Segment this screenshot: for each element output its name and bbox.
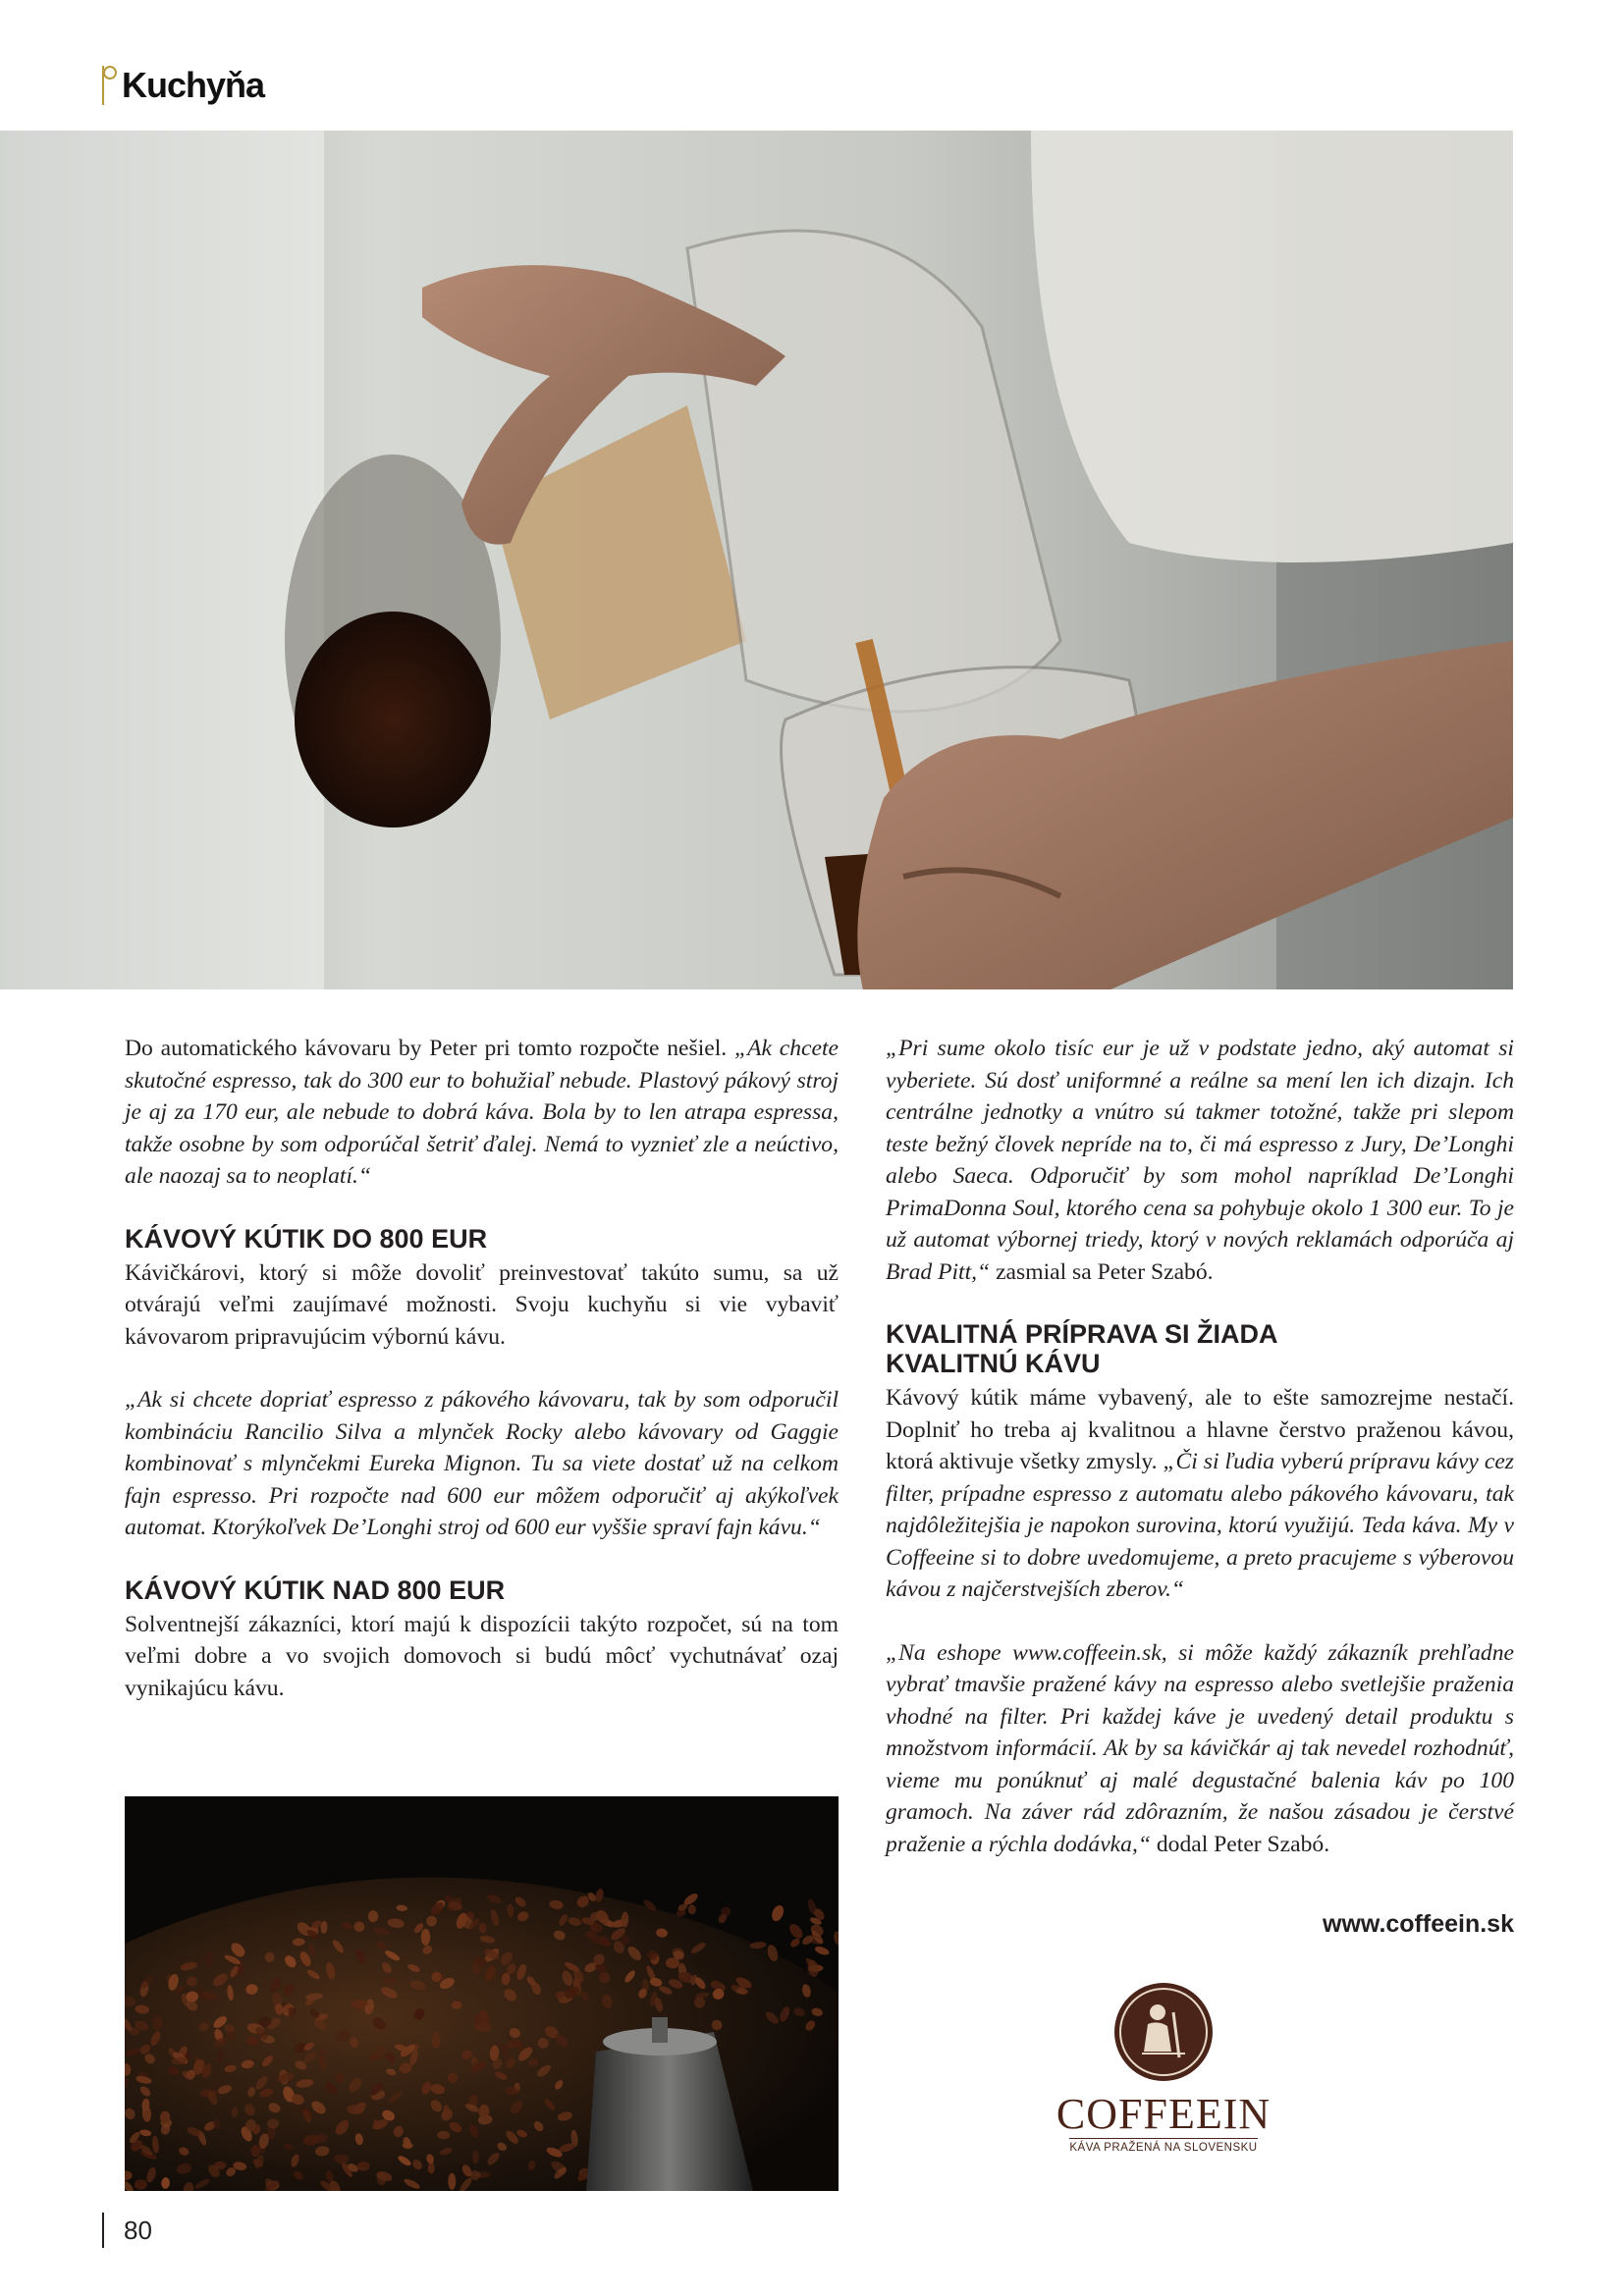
paragraph-quality: Kávový kútik máme vybavený, ale to ešte samozrejme nestačí. Doplniť ho treba aj kvalitnou a hlavne čerstvo praženou kávou, ktorá aktivuje všetky zmysly. „Či si ľudia vyberú prípravu kávy cez filter, prípadne espresso z automatu alebo pákového kávovaru, tak najdôležitejšia je napokon surovina, ktorú využijú. Teda káva. My v Coffeeine si to dobre uvedomujeme, a preto pracujeme s výberovou kávou z najčerstvejších zberov.“ <box>886 1385 1514 1602</box>
heading-under-800: KÁVOVÝ KÚTIK DO 800 EUR <box>125 1223 488 1254</box>
quote-thousand-eur: „Pri sume okolo tisíc eur je už v podstate jedno, aký automat si vyberiete. Sú dosť uniformné a reálne sa mení len ich dizajn. Ich centrálne jednotky a vnútro sú takmer totožné, takže pri slepom teste bežný človek nepríde na to, či má espresso z Jury, De’Longhi alebo Saeca. Odporučiť by som mohol napríklad De’Longhi PrimaDonna Soul, ktorého cena sa pohybuje okolo 1 300 eur. To je už automat výbornej triedy, ktorý v nových reklamách odporúča aj Brad Pitt,“ zasmial sa Peter Szabó. <box>886 1036 1514 1285</box>
brand-tagline: KÁVA PRAŽENÁ NA SLOVENSKU <box>1069 2138 1257 2154</box>
paragraph-over-800: Solventnejší zákazníci, ktorí majú k dispozícii takýto rozpočet, sú na tom veľmi dobre a vo svojich domovoch si budú môcť vychutnávať ozaj vynikajúcu kávu. <box>125 1611 839 1701</box>
left-text-column <box>125 1033 839 1704</box>
logo-mark-icon <box>102 66 118 105</box>
heading-over-800: KÁVOVÝ KÚTIK NAD 800 EUR <box>125 1575 506 1605</box>
coffee-bean <box>421 1929 430 1946</box>
website-link[interactable]: www.coffeein.sk <box>1323 1910 1514 1938</box>
coffee-bean <box>448 2173 456 2190</box>
paragraph-under-800: Kávičkárovi, ktorý si môže dovoliť preinvestovať takúto sumu, sa už otvárajú veľmi zaujímavé možnosti. Svoju kuchyňu si vie vybaviť kávovarom pripravujúcim výbornú kávu. <box>125 1259 839 1350</box>
coffeein-logo <box>1056 1983 1272 2156</box>
coffee-bean <box>528 2058 538 2066</box>
heading-quality: KVALITNÁ PRÍPRAVA SI ŽIADA KVALITNÚ KÁVU <box>886 1319 1278 1378</box>
page-number: 80 <box>102 2213 152 2248</box>
quote-under-800: „Ak si chcete dopriať espresso z pákového kávovaru, tak by som odporučil kombináciu Rancilio Silva a mlynček Rocky alebo kávovary od Gaggie kombinovať s mlynčekmi Eureka Mignon. Tu sa viete dostať už na celkom fajn espresso. Pri rozpočte nad 600 eur môžem odporučiť aj akýkoľvek automat. Ktorýkoľvek De’Longhi stroj od 600 eur vyššie spraví fajn kávu.“ <box>125 1387 839 1540</box>
intro-paragraph: Do automatického kávovaru by Peter pri tomto rozpočte nešiel. „Ak chcete skutočné espresso, tak do 300 eur to bohužiaľ nebude. Plastový pákový stroj je aj za 170 eur, ale nebude to dobrá káva. Bola by to len atrapa espressa, takže osobne by som odporúčal šetriť ďalej. Nemá to vyznieť zle a neúctivo, ale naozaj sa to neoplatí.“ <box>125 1036 839 1189</box>
brand-name: COFFEEIN <box>1056 2090 1272 2138</box>
right-text-column <box>886 1033 1514 1860</box>
quote-eshope: „Na eshope www.coffeein.sk, si môže každý zákazník prehľadne vybrať tmavšie pražené kávy na espresso alebo svetlejšie praženia vhodné na filter. Pri každej káve je uvedený detail produktu s množstvom informácií. Ak by sa kávičkár aj tak nevedel rozhodnúť, vieme mu ponúknuť aj malé degustačné balenia káv po 100 gramoch. Na záver rád zdôrazním, že našou zásadou je čerstvé praženie a rýchla dodávka,“ dodal Peter Szabó. <box>886 1639 1514 1857</box>
roaster-emblem-icon <box>1114 1983 1213 2081</box>
section-title: Kuchyňa <box>122 65 265 105</box>
hero-photo-coffee-pour <box>0 131 1513 989</box>
coffee-beans-photo <box>125 1796 839 2191</box>
section-logo <box>102 65 264 106</box>
